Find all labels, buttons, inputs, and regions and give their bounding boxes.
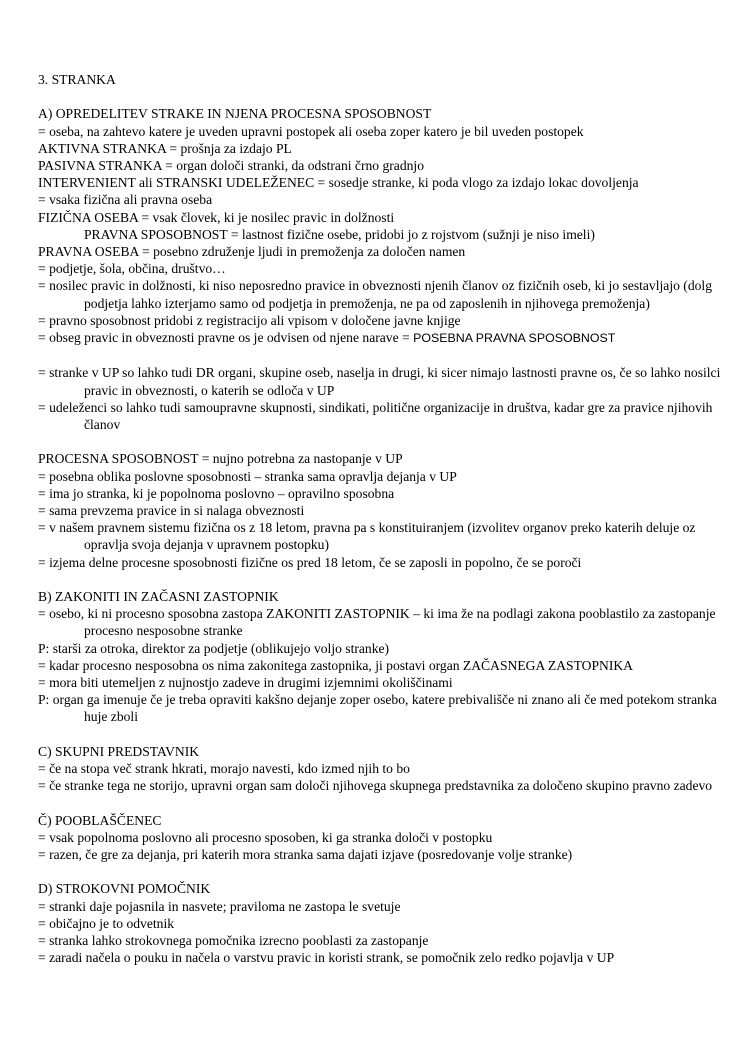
text-line: = pravno sposobnost pridobi z registracijo ali vpisom v določene javne knjige bbox=[38, 312, 461, 328]
section-cc-heading: Č) POOBLAŠČENEC bbox=[38, 812, 162, 828]
text-line: INTERVENIENT ali STRANSKI UDELEŽENEC = sosedje stranke, ki poda vlogo za izdajo lokac dovoljenja bbox=[38, 175, 639, 191]
text-paragraph: = v našem pravnem sistemu fizična os z 18 letom, pravna pa s konstituiranjem (izvolitev organov preko katerih deluje oz opravlja svoja dejanja v upravnem postopku) bbox=[38, 520, 696, 553]
text-paragraph: = osebo, ki ni procesno sposobna zastopa ZAKONITI ZASTOPNIK – ki ima že na podlagi zakona pooblastilo za zastopanje procesno nesposobne stranke bbox=[38, 606, 716, 639]
document-page bbox=[38, 71, 728, 966]
text-line: = sama prevzema pravice in si nalaga obveznosti bbox=[38, 503, 305, 519]
page-title: 3. STRANKA bbox=[38, 72, 116, 87]
text-line: = zaradi načela o pouku in načela o varstvu pravic in koristi strank, se pomočnik zelo redko pojavlja v UP bbox=[38, 950, 615, 966]
text-line: = podjetje, šola, občina, društvo… bbox=[38, 261, 226, 277]
text-line: = izjema delne procesne sposobnosti fizične os pred 18 letom, če se zaposli in popolno, če se poroči bbox=[38, 554, 582, 570]
text-paragraph: P: organ ga imenuje če je treba opraviti kakšno dejanje zoper osebo, katere prebivališče ni znano ali če med potekom stranka huje zboli bbox=[38, 692, 717, 725]
text-line: = razen, če gre za dejanja, pri katerih mora stranka sama dajati izjave (posredovanje volje stranke) bbox=[38, 847, 573, 863]
text-line: = stranki daje pojasnila in nasvete; praviloma ne zastopa le svetuje bbox=[38, 898, 401, 914]
section-b-heading: B) ZAKONITI IN ZAČASNI ZASTOPNIK bbox=[38, 589, 279, 605]
subsection-heading: PROCESNA SPOSOBNOST = nujno potrebna za nastopanje v UP bbox=[38, 451, 403, 467]
text-line: AKTIVNA STRANKA = prošnja za izdajo PL bbox=[38, 140, 292, 156]
text-line: = oseba, na zahtevo katere je uveden upravni postopek ali oseba zoper katero je bil uveden postopek bbox=[38, 123, 584, 139]
text-span: = obseg pravic in obveznosti pravne os je odvisen od njene narave = bbox=[38, 330, 410, 346]
section-c-heading: C) SKUPNI PREDSTAVNIK bbox=[38, 743, 200, 759]
text-line: = mora biti utemeljen z nujnostjo zadeve in drugimi izjemnimi okoliščinami bbox=[38, 675, 453, 691]
text-line: = ima jo stranka, ki je popolnoma poslovno – opravilno sposobna bbox=[38, 485, 395, 501]
emphasis-span: POSEBNA PRAVNA SPOSOBNOST bbox=[413, 331, 616, 346]
section-d-heading: D) STROKOVNI POMOČNIK bbox=[38, 881, 211, 897]
text-paragraph: = če stranke tega ne storijo, upravni organ sam določi njihovega skupnega predstavnika za določeno skupino pravno zadevo bbox=[38, 778, 713, 794]
text-paragraph: = udeleženci so lahko tudi samoupravne skupnosti, sindikati, politične organizacije in društva, kadar gre za pravice njihovih članov bbox=[38, 399, 713, 433]
text-line: = običajno je to odvetnik bbox=[38, 915, 175, 931]
text-line: = vsaka fizična ali pravna oseba bbox=[38, 192, 213, 208]
text-line: PRAVNA SPOSOBNOST = lastnost fizične osebe, pridobi jo z rojstvom (sužnji je niso imeli) bbox=[84, 226, 595, 242]
text-paragraph: = stranke v UP so lahko tudi DR organi, skupine oseb, naselja in drugi, ki sicer nimajo lastnosti pravne os, če so lahko nosilci pravic in obveznosti, o katerih se odloča v UP bbox=[38, 365, 721, 398]
text-line: = vsak popolnoma poslovno ali procesno sposoben, ki ga stranka določi v postopku bbox=[38, 829, 493, 845]
text-line: PASIVNA STRANKA = organ določi stranki, da odstrani črno gradnjo bbox=[38, 158, 425, 173]
text-line: PRAVNA OSEBA = posebno združenje ljudi in premoženja za določen namen bbox=[38, 244, 466, 260]
text-line: = posebna oblika poslovne sposobnosti – stranka sama opravlja dejanja v UP bbox=[38, 468, 457, 484]
text-line: = kadar procesno nesposobna os nima zakonitega zastopnika, ji postavi organ ZAČASNEGA ZASTOPNIKA bbox=[38, 657, 633, 673]
section-a-heading: A) OPREDELITEV STRAKE IN NJENA PROCESNA SPOSOBNOST bbox=[38, 106, 432, 122]
text-paragraph: = nosilec pravic in dolžnosti, ki niso neposredno pravice in obveznosti njenih članov oz fizičnih oseb, ki jo sestavljajo (dolg podjetja lahko izterjamo samo od podjetja in premoženja, ne pa od zaposlenih in njihovega premoženja) bbox=[38, 278, 712, 311]
text-line: = stranka lahko strokovnega pomočnika izrecno pooblasti za zastopanje bbox=[38, 933, 429, 949]
text-line bbox=[38, 329, 728, 347]
text-line: P: starši za otroka, direktor za podjetje (oblikujejo voljo stranke) bbox=[38, 640, 390, 656]
text-line: = če na stopa več strank hkrati, morajo navesti, kdo izmed njih to bo bbox=[38, 761, 410, 777]
text-line: FIZIČNA OSEBA = vsak človek, ki je nosilec pravic in dolžnosti bbox=[38, 209, 395, 225]
